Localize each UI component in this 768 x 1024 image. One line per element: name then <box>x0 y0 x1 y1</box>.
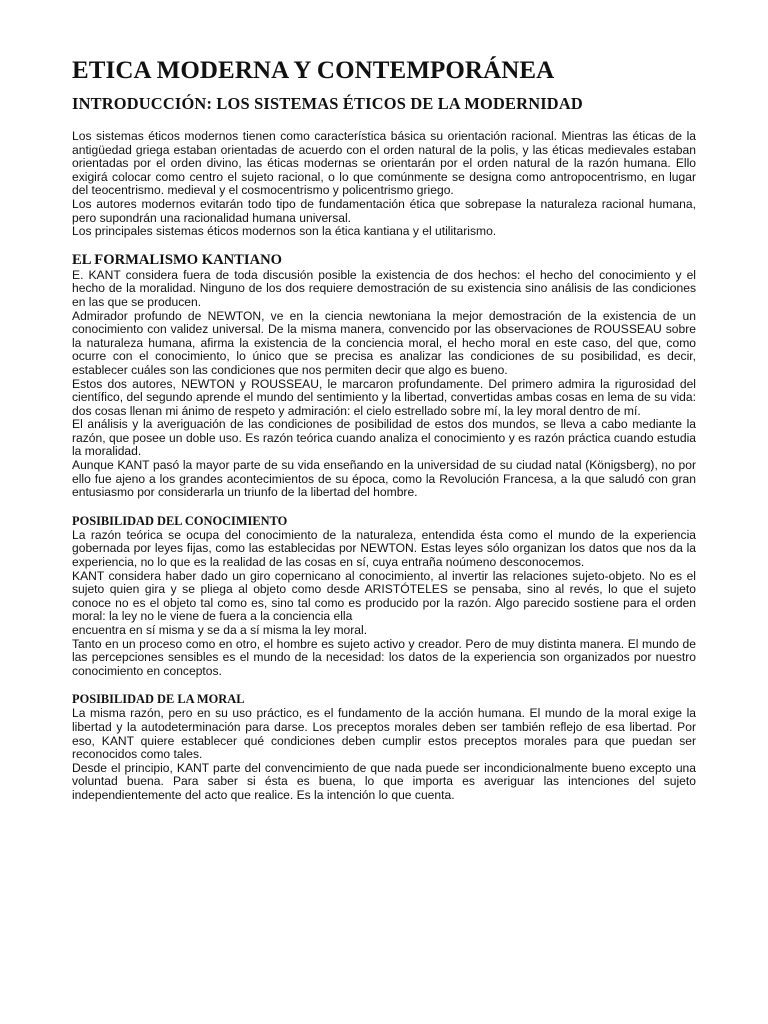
section-heading: EL FORMALISMO KANTIANO <box>72 251 283 268</box>
document-title: ETICA MODERNA Y CONTEMPORÁNEA <box>72 57 555 84</box>
paragraph: Los principales sistemas éticos modernos son la ética kantiana y el utilitarismo. <box>72 224 497 239</box>
paragraph: Desde el principio, KANT parte del convencimiento de que nada puede ser incondicionalmente bueno excepto una voluntad buena. Para saber si ésta es buena, lo que importa es averiguar las intenciones del sujeto independientemente del acto que realice. Es la intención lo que cuenta. <box>72 760 696 802</box>
paragraph: La misma razón, pero en su uso práctico, es el fundamento de la acción humana. El mundo de la moral exige la libertad y la autodeterminación para darse. Los preceptos morales deben ser también reflejo de esa libertad. Por eso, KANT quiere establecer qué condiciones deben cumplir estos preceptos morales para que puedan ser reconocidos como tales. <box>72 706 696 762</box>
paragraph: Tanto en un proceso como en otro, el hombre es sujeto activo y creador. Pero de muy distinta manera. El mundo de las percepciones sensibles es el mundo de la necesidad: los datos de la experiencia son organizados por nuestro conocimiento en conceptos. <box>72 636 696 678</box>
paragraph: Admirador profundo de NEWTON, ve en la ciencia newtoniana la mejor demostración de la existencia de un conocimiento con validez universal. De la misma manera, convencido por las observaciones de ROUSSEAU sobre la naturaleza humana, afirma la existencia de la conciencia moral, el hecho moral en este caso, del que, como ocurre con el conocimiento, lo único que se precisa es analizar las condiciones de su posibilidad, es decir, establecer cuáles son las condiciones que nos permiten decir que algo es bueno. <box>72 308 696 377</box>
paragraph: Los sistemas éticos modernos tienen como característica básica su orientación racional. Mientras las éticas de la antigüedad griega estaban orientadas de acuerdo con el orden natural de la polis, y las éticas medievales estaban orientadas por el orden divino, las éticas modernas se orientarán por el orden natural de la razón humana. Ello exigirá colocar como centro el sujeto racional, o lo que comúnmente se designa como antropocentrismo, en lugar del teocentrismo. medieval y el cosmocentrismo y policentrismo griego. <box>72 129 696 198</box>
moral-section <box>72 692 696 802</box>
paragraph: encuentra en sí misma y se da a sí misma la ley moral. <box>72 623 368 637</box>
paragraph: Estos dos autores, NEWTON y ROUSSEAU, le marcaron profundamente. Del primero admira la rigurosidad del científico, del segundo aprende el mundo del sentimiento y la libertad, convertidas ambas cosas en lema de su vida: dos cosas llenan mi ánimo de respeto y admiración: el cielo estrellado sobre mí, la ley moral dentro de mí. <box>72 376 696 418</box>
section-heading: POSIBILIDAD DE LA MORAL <box>72 692 245 707</box>
document-page <box>72 56 696 803</box>
paragraph: El análisis y la averiguación de las condiciones de posibilidad de estos dos mundos, se lleva a cabo mediante la razón, que posee un doble uso. Es razón teórica cuando analiza el conocimiento y es razón práctica cuando estudia la moralidad. <box>72 417 696 459</box>
kant-section <box>72 251 696 500</box>
paragraph: Los autores modernos evitarán todo tipo de fundamentación ética que sobrepase la naturaleza racional humana, pero supondrán una racionalidad humana universal. <box>72 196 696 225</box>
paragraph: La razón teórica se ocupa del conocimiento de la naturaleza, entendida ésta como el mundo de la experiencia gobernada por leyes fijas, como las establecidas por NEWTON. Estas leyes sólo organizan los datos que nos da la experiencia, no lo que es la realidad de las cosas en sí, cuya entraña noúmeno desconocemos. <box>72 527 696 570</box>
introduction-section <box>72 130 696 239</box>
paragraph: E. KANT considera fuera de toda discusión posible la existencia de dos hechos: el hecho del conocimiento y el hecho de la moralidad. Ninguno de los dos requiere demostración de su existencia sino análisis de las condiciones en las que se producen. <box>72 267 696 309</box>
section-heading: POSIBILIDAD DEL CONOCIMIENTO <box>72 513 288 528</box>
paragraph: Aunque KANT pasó la mayor parte de su vida enseñando en la universidad de su ciudad natal (Königsberg), no por ello fue ajeno a los grandes acontecimientos de su época, como la Revolución Francesa, a la que saludó con gran entusiasmo por considerarla un triunfo de la libertad del hombre. <box>72 458 696 500</box>
introduction-heading: INTRODUCCIÓN: LOS SISTEMAS ÉTICOS DE LA MODERNIDAD <box>72 94 583 113</box>
conocimiento-section <box>72 514 696 679</box>
paragraph: KANT considera haber dado un giro copernicano al conocimiento, al invertir las relaciones sujeto-objeto. No es el sujeto quien gira y se pliega al objeto como desde ARISTÓTELES se pensaba, sino al revés, lo que el sujeto conoce no es el objeto tal como es, sino tal como es producido por la razón. Algo parecido sostiene para el orden moral: la ley no le viene de fuera a la conciencia ella <box>72 568 696 624</box>
